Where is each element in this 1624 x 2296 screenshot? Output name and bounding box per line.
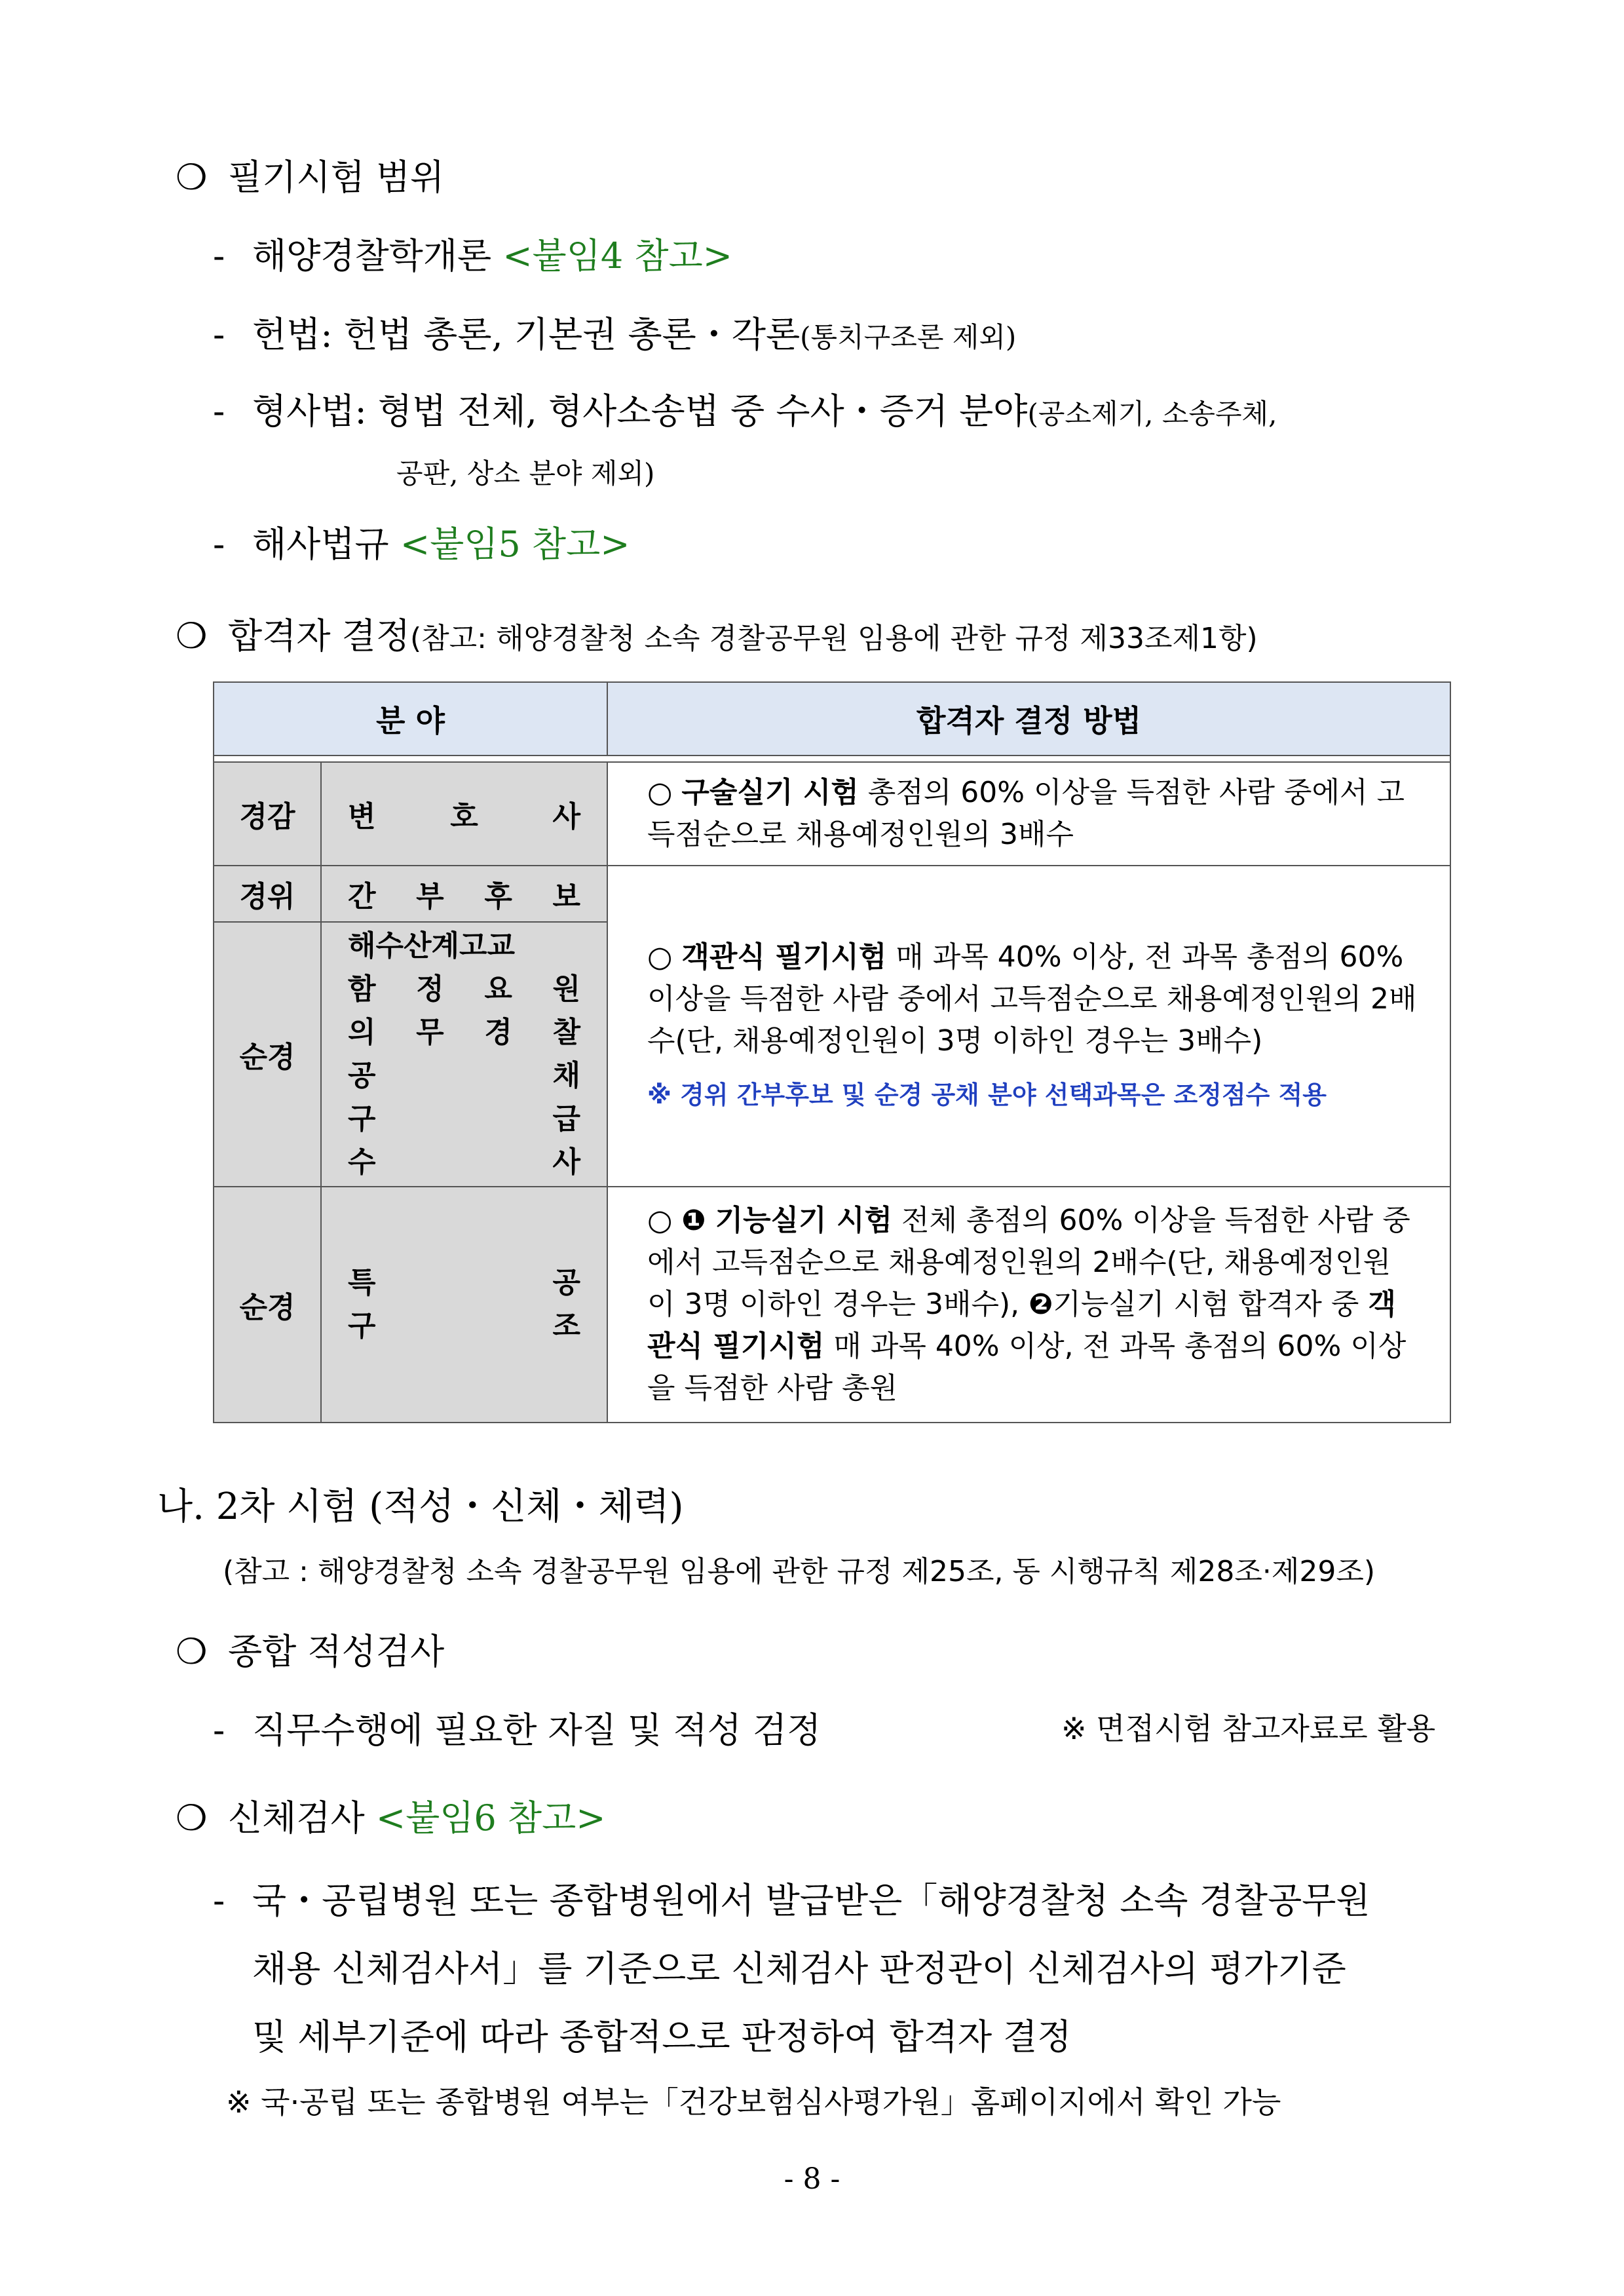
number-2-icon: ❷ — [1029, 1288, 1053, 1321]
section-pass-decision-title: ❍ 합격자 결정(참고: 해양경찰청 소속 경찰공무원 임용에 관한 규정 제33조제1항) — [176, 615, 1258, 657]
circle-bullet-icon: ❍ — [176, 1797, 208, 1839]
aptitude-note: ※ 면접시험 참고자료로 활용 — [1061, 1711, 1436, 1746]
table-row: 순경 특 공 구 조 ○ ❶ 기능실기 시험 전체 총점의 60% 이상을 득점한 사람 중에서 고득점순으로 채용예정인원의 2배수(단, 채용예정인원이 3명 이하인 경우는 3배수), ❷기능실기 시험 합격자 중 객관식 필기시험 매 과목 40% 이상, 전 과목 총점의 60% 이상을 득점한 사람 총원 — [214, 1187, 1450, 1423]
table-header-row — [214, 682, 1450, 756]
section-aptitude-title: ❍ 종합 적성검사 — [176, 1631, 445, 1672]
physical-line-3: 및 세부기준에 따라 종합적으로 판정하여 합격자 결정 — [252, 2016, 1072, 2057]
table-row: 경위 간 부 후 보 ○ 객관식 필기시험 매 과목 40% 이상, 전 과목 총점의 60% 이상을 득점한 사람 중에서 고득점순으로 채용예정인원의 2배수(단, 채용예정인원이 3명 이하인 경우는 3배수) ※ 경위 간부후보 및 순경 공채 분야 선택과목은 조정점수 적용 — [214, 866, 1450, 922]
scope-item-2: - 헌법: 헌법 총론, 기본권 총론・각론(통치구조론 제외) — [213, 314, 1017, 355]
scope-item-3: - 형사법: 형법 전체, 형사소송법 중 수사・증거 분야(공소제기, 소송주체, — [213, 391, 1277, 432]
page-number: - 8 - — [784, 2162, 840, 2196]
header-field: 분 야 — [214, 682, 607, 756]
physical-line-2: 채용 신체검사서」를 기준으로 신체검사 판정관이 신체검사의 평가기준 — [252, 1948, 1346, 1989]
physical-note: ※ 국·공립 또는 종합병원 여부는「건강보험심사평가원」홈페이지에서 확인 가능 — [226, 2084, 1281, 2120]
aptitude-item: - 직무수행에 필요한 자질 및 적성 검정 — [213, 1710, 821, 1751]
pass-decision-table — [213, 681, 1451, 1423]
attachment5-ref: <붙임5 참고> — [400, 524, 630, 565]
scope-item-3-cont: 공판, 상소 분야 제외) — [396, 457, 655, 489]
scope-item-1: - 해양경찰학개론 <붙임4 참고> — [213, 235, 732, 277]
attachment4-ref: <붙임4 참고> — [502, 235, 732, 277]
number-1-icon: ❶ — [681, 1204, 706, 1237]
table-row: 경감 변 호 사 ○ 구술실기 시험 총점의 60% 이상을 득점한 사람 중에서 고득점순으로 채용예정인원의 3배수 — [214, 762, 1450, 866]
circle-bullet-icon: ❍ — [176, 1631, 208, 1672]
section-second-exam-title: 나. 2차 시험 (적성・신체・체력) — [157, 1485, 684, 1528]
physical-line-1: - 국・공립병원 또는 종합병원에서 발급받은「해양경찰청 소속 경찰공무원 — [213, 1880, 1370, 1921]
second-exam-ref: (참고 : 해양경찰청 소속 경찰공무원 임용에 관한 규정 제25조, 동 시행규칙 제28조·제29조) — [223, 1555, 1376, 1588]
header-method: 합격자 결정 방법 — [607, 682, 1450, 756]
adjusted-score-note: ※ 경위 간부후보 및 순경 공채 분야 선택과목은 조정점수 적용 — [647, 1081, 1327, 1109]
table-row: 순경 해수산계고교 함 정 요 원 의 무 경 찰 공 채 구 급 수 사 — [214, 922, 1450, 1187]
circle-bullet-icon: ❍ — [176, 157, 208, 198]
scope-item-4: - 해사법규 <붙임5 참고> — [213, 524, 630, 565]
attachment6-ref: <붙임6 참고> — [375, 1797, 606, 1839]
circle-bullet-icon: ❍ — [176, 615, 208, 657]
section-physical-title: ❍ 신체검사 <붙임6 참고> — [176, 1797, 606, 1839]
section-written-scope-title: ❍ 필기시험 범위 — [176, 157, 445, 198]
